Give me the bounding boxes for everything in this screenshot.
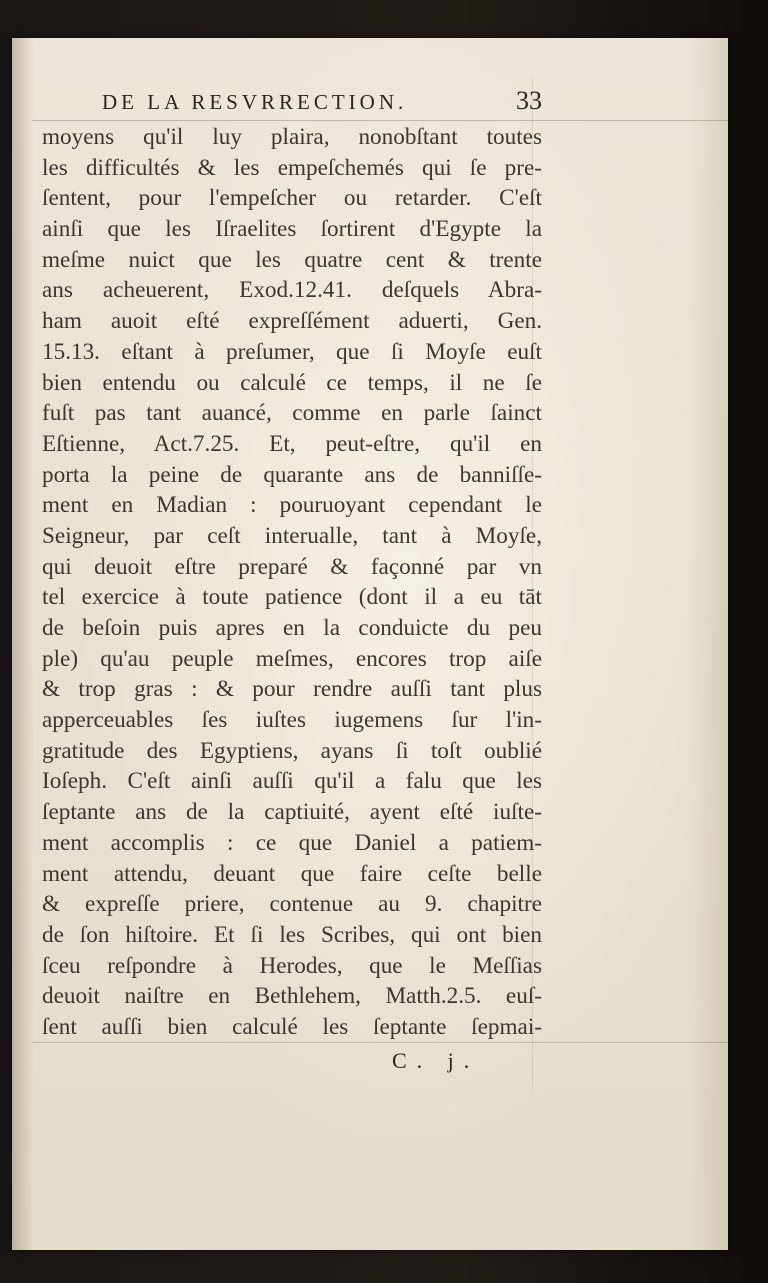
text-line: ainſi que les Iſraelites ſortirent d'Egypte la xyxy=(42,216,542,243)
text-line: ple) qu'au peuple meſmes, encores trop aiſe xyxy=(42,645,542,672)
text-line: Seigneur, par ceſt interualle, tant à Moyſe, xyxy=(42,522,542,549)
text-line: ment en Madian : pouruoyant cependant le xyxy=(42,492,542,519)
text-line: ans acheuerent, Exod.12.41. deſquels Abra- xyxy=(42,277,542,304)
text-line: Eſtienne, Act.7.25. Et, peut-eſtre, qu'il en xyxy=(42,430,542,457)
text-line: ſentent, pour l'empeſcher ou retarder. C'eſt xyxy=(42,185,542,212)
text-line: ment accomplis : ce que Daniel a patiem- xyxy=(42,829,542,856)
page-number: 33 xyxy=(516,86,542,115)
text-line: de beſoin puis apres en la conduicte du peu xyxy=(42,615,542,641)
text-line: qui deuoit eſtre preparé & façonné par vn xyxy=(42,553,542,580)
text-line: deuoit naiſtre en Bethlehem, Matth.2.5. euſ- xyxy=(42,983,542,1010)
text-line: 15.13. eſtant à preſumer, que ſi Moyſe euſt xyxy=(42,338,542,365)
body-text xyxy=(42,122,542,1043)
text-line: ſent auſſi bien calculé les ſeptante ſepmai- xyxy=(42,1013,542,1040)
signature-mark: C. j. xyxy=(392,1048,480,1073)
text-line: & trop gras : & pour rendre auſſi tant plus xyxy=(42,676,542,703)
text-line: ſeptante ans de la captiuité, ayent eſté iuſte- xyxy=(42,799,542,826)
text-line: de ſon hiſtoire. Et ſi les Scribes, qui ont bien xyxy=(42,921,542,948)
text-line: tel exercice à toute patience (dont il a eu tāt xyxy=(42,584,542,611)
text-line: ment attendu, deuant que faire ceſte belle xyxy=(42,860,542,887)
page-edge-shadow xyxy=(688,38,728,1250)
text-line: ſceu reſpondre à Herodes, que le Meſſias xyxy=(42,952,542,979)
text-line: moyens qu'il luy plaira, nonobſtant toutes xyxy=(42,124,542,150)
header-rule xyxy=(32,120,728,121)
book-page xyxy=(12,38,728,1250)
text-line: les difficultés & les empeſchemés qui ſe pre- xyxy=(42,154,542,181)
text-line: apperceuables ſes iuſtes iugemens ſur l'in- xyxy=(42,707,542,734)
text-line: & expreſſe priere, contenue au 9. chapitre xyxy=(42,891,542,918)
page-header xyxy=(102,84,542,120)
text-line: bien entendu ou calculé ce temps, il ne ſe xyxy=(42,369,542,396)
text-line: fuſt pas tant auancé, comme en parle ſainct xyxy=(42,400,542,427)
text-line: Ioſeph. C'eſt ainſi auſſi qu'il a falu que les xyxy=(42,768,542,795)
running-head: DE LA RESVRRECTION. xyxy=(102,90,408,114)
text-line: porta la peine de quarante ans de banniſſe- xyxy=(42,461,542,488)
text-line: meſme nuict que les quatre cent & trente xyxy=(42,246,542,273)
text-line: gratitude des Egyptiens, ayans ſi toſt oublié xyxy=(42,737,542,764)
text-line: ham auoit eſté expreſſément aduerti, Gen. xyxy=(42,308,542,335)
